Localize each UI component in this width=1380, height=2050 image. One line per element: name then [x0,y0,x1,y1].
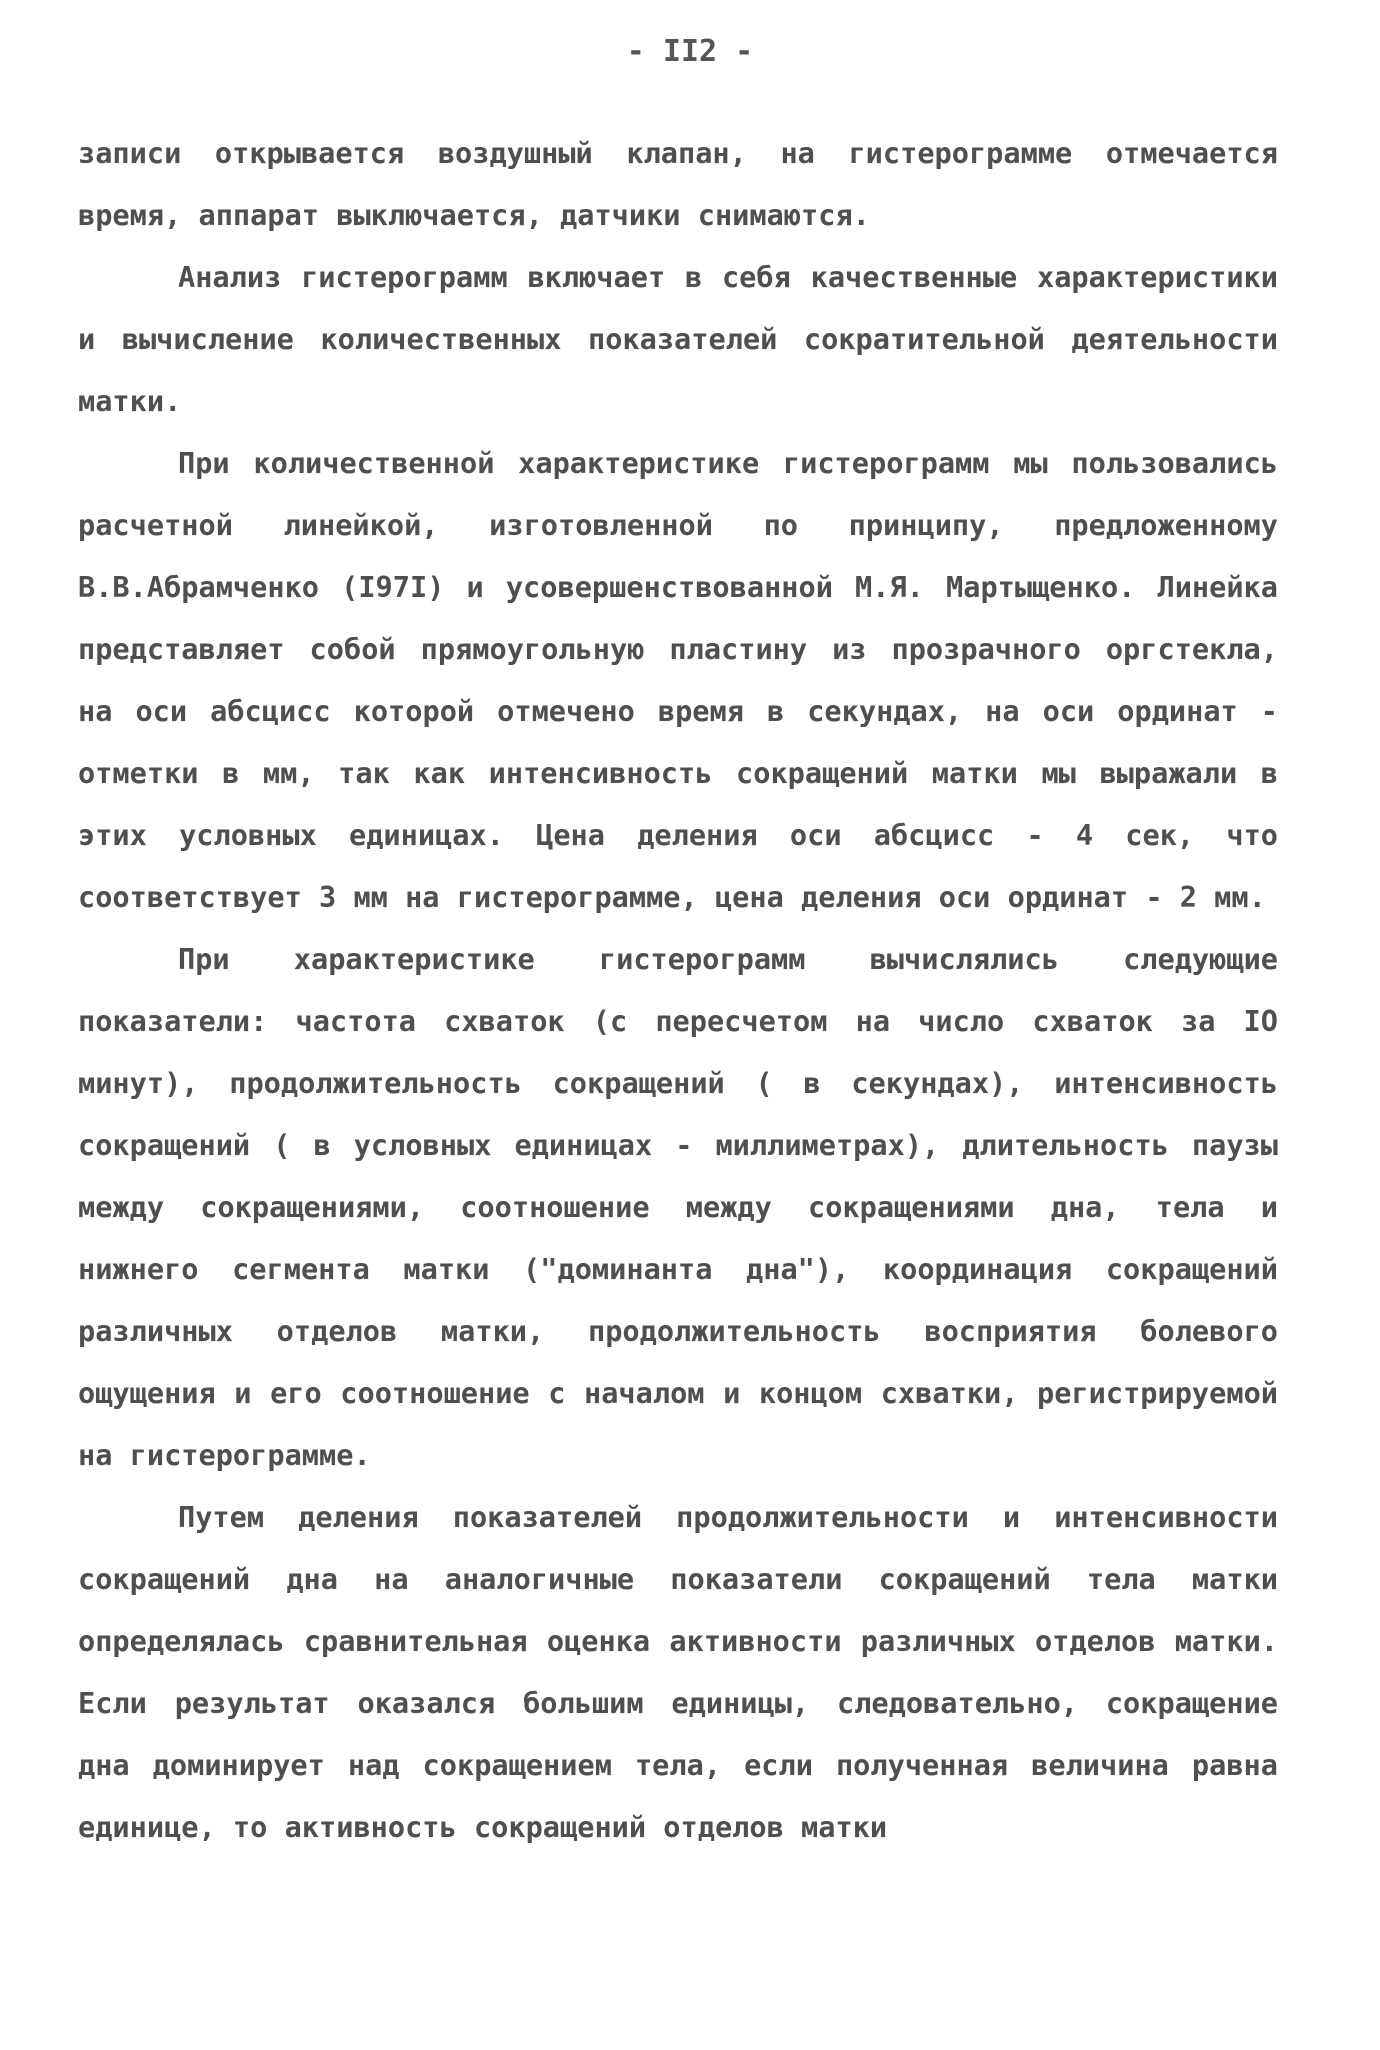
paragraph-2: Анализ гистерограмм включает в себя качественные характеристики и вычисление количественных показателей сократительной деятельности матки. [78,260,1278,418]
paragraph-4: При характеристике гистерограмм вычислялись следующие показатели: частота схваток (с пересчетом на число схваток за IO минут), продолжительность сокращений ( в секундах), интенсивность сокращений ( в условных единицах - миллиметрах), длительность паузы между сокращениями, соотношение между сокращениями дна, тела и нижнего сегмента матки ("доминанта дна"), координация сокращений различных отделов матки, продолжительность восприятия болевого ощущения и его соотношение с началом и концом схватки, регистрируемой на гистерограмме. [78,942,1278,1472]
paragraph-5: Путем деления показателей продолжительности и интенсивности сокращений дна на аналогичные показатели сокращений тела матки определялась сравнительная оценка активности различных отделов матки. Если результат оказался большим единицы, следовательно, сокращение дна доминирует над сокращением тела, если полученная величина равна единице, то активность сокращений отделов матки [78,1500,1278,1844]
page-number: - II2 - [626,34,754,69]
body-text [78,122,1278,1858]
paragraph-1: записи открывается воздушный клапан, на гистерограмме отмечается время, аппарат выключается, датчики снимаются. [78,136,1278,232]
paragraph-3: При количественной характеристике гистерограмм мы пользовались расчетной линейкой, изготовленной по принципу, предложенному В.В.Абрамченко (I97I) и усовершенствованной М.Я. Мартыщенко. Линейка представляет собой прямоугольную пластину из прозрачного оргстекла, на оси абсцисс которой отмечено время в секундах, на оси ординат - отметки в мм, так как интенсивность сокращений матки мы выражали в этих условных единицах. Цена деления оси абсцисс - 4 сек, что соответствует 3 мм на гистерограмме, цена деления оси ординат - 2 мм. [78,446,1278,914]
